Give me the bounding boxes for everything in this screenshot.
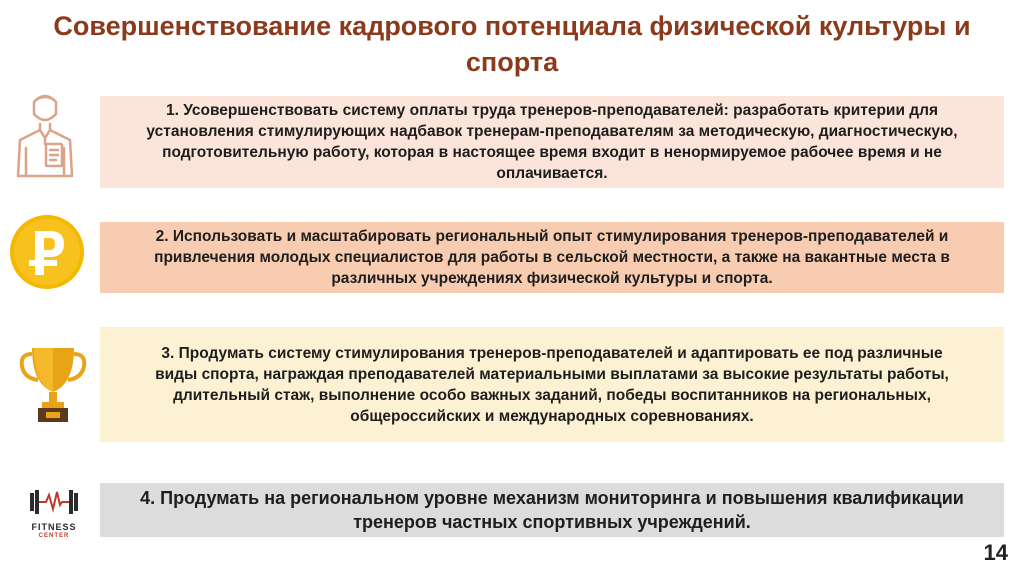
item-1-text: 1. Усовершенствовать систему оплаты труда тренеров-преподавателей: разработать критерии для установления стимулирующих надбавок тренерам-преподавателям за методическую, диагностическую, подготовительную работу, которая в настоящее время входит в ненормируемое рабочее время и не оплачивается.: [146, 102, 958, 182]
slide-title: Совершенствование кадрового потенциала физической культуры и спорта: [53, 11, 971, 77]
item-2-text: 2. Использовать и масштабировать региональный опыт стимулирования тренеров-преподавателей и привлечения молодых специалистов для работы в сельской местности, а также на вакантные места в различных учреждениях физической культуры и спорта.: [154, 228, 950, 287]
item-3-text: 3. Продумать систему стимулирования тренеров-преподавателей и адаптировать ее под различные виды спорта, награждая преподавателей материальными выплатами за высокие результаты работы, длительный стаж, выполнение особо важных заданий, победы воспитанников на региональных, общероссийских и международных соревнованиях.: [155, 344, 949, 425]
trophy-icon: [18, 340, 88, 426]
coach-icon: [12, 88, 78, 180]
item-4-text: 4. Продумать на региональном уровне механизм мониторинга и повышения квалификации тренеров частных спортивных учреждений.: [140, 488, 964, 532]
item-4-box: [100, 483, 1004, 537]
item-3-box: [100, 327, 1004, 442]
logo-line1: FITNESS: [31, 522, 77, 532]
item-2-box: [100, 222, 1004, 293]
ruble-coin-icon: [8, 213, 86, 291]
page-number: 14: [983, 540, 1008, 565]
logo-line2: CENTER: [38, 533, 70, 539]
item-1-box: [100, 96, 1004, 188]
dumbbell-heartbeat-icon: [24, 487, 84, 517]
fitness-center-logo: [24, 487, 84, 543]
